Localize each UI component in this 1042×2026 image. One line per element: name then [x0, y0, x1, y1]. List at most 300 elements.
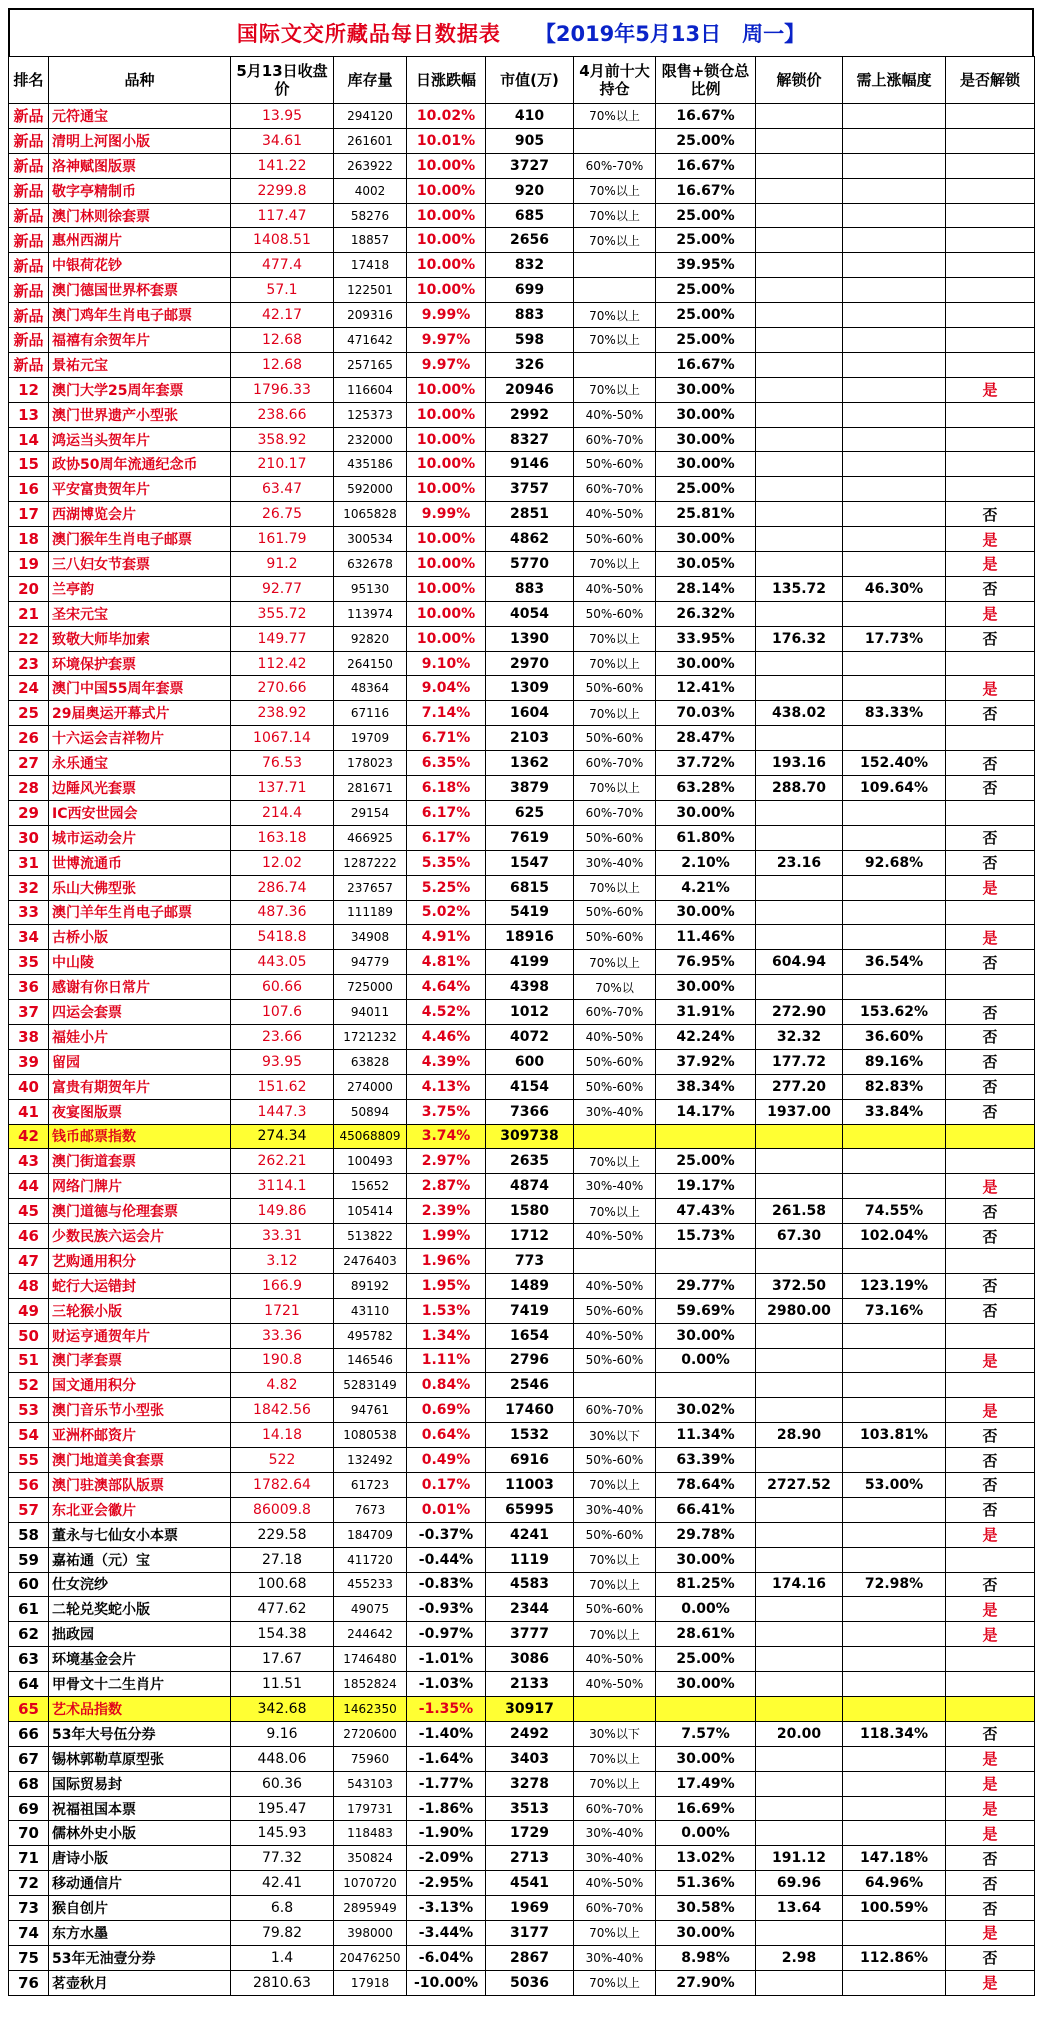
change-cell: 1.95% [407, 1273, 486, 1298]
stock-cell: 94761 [334, 1398, 407, 1423]
need-rise-cell: 82.83% [843, 1074, 946, 1099]
name-cell: 29届奥运开幕式片 [49, 701, 231, 726]
rank-cell: 新品 [9, 303, 49, 328]
rank-cell: 57 [9, 1497, 49, 1522]
change-cell: 1.96% [407, 1248, 486, 1273]
rank-cell: 31 [9, 850, 49, 875]
change-cell: 9.97% [407, 352, 486, 377]
table-row [9, 502, 1035, 527]
ratio-cell: 27.90% [656, 1970, 756, 1995]
top10-cell: 50%-60% [574, 1448, 656, 1473]
table-row [9, 1896, 1035, 1921]
unlocked-cell [946, 1149, 1035, 1174]
change-cell: -0.97% [407, 1622, 486, 1647]
top10-cell: 70%以上 [574, 950, 656, 975]
close-price-cell: 342.68 [231, 1697, 334, 1722]
need-rise-cell [843, 1398, 946, 1423]
unlocked-cell [946, 900, 1035, 925]
name-cell: 董永与七仙女小本票 [49, 1522, 231, 1547]
unlocked-cell: 是 [946, 601, 1035, 626]
top10-cell: 30%-40% [574, 850, 656, 875]
rank-cell: 30 [9, 825, 49, 850]
stock-cell: 495782 [334, 1323, 407, 1348]
close-price-cell: 154.38 [231, 1622, 334, 1647]
close-price-cell: 57.1 [231, 278, 334, 303]
ratio-cell: 13.02% [656, 1846, 756, 1871]
market-cap-cell: 3278 [486, 1771, 574, 1796]
unlocked-cell: 否 [946, 850, 1035, 875]
table-row [9, 1174, 1035, 1199]
sheet-title: 国际文交所藏品每日数据表 [236, 22, 501, 46]
unlocked-cell [946, 1647, 1035, 1672]
unlock-price-cell: 174.16 [756, 1572, 843, 1597]
stock-cell: 435186 [334, 452, 407, 477]
stock-cell: 43110 [334, 1298, 407, 1323]
ratio-cell: 61.80% [656, 825, 756, 850]
change-cell: 2.97% [407, 1149, 486, 1174]
unlock-price-cell [756, 203, 843, 228]
unlock-price-cell: 2980.00 [756, 1298, 843, 1323]
need-rise-cell [843, 1921, 946, 1946]
unlock-price-cell [756, 825, 843, 850]
unlocked-cell [946, 427, 1035, 452]
need-rise-cell: 17.73% [843, 626, 946, 651]
ratio-cell: 19.17% [656, 1174, 756, 1199]
rank-cell: 68 [9, 1771, 49, 1796]
need-rise-cell [843, 552, 946, 577]
top10-cell [574, 1248, 656, 1273]
change-cell: -1.77% [407, 1771, 486, 1796]
name-cell: 十六运会吉祥物片 [49, 726, 231, 751]
market-cap-cell: 883 [486, 303, 574, 328]
name-cell: 国文通用积分 [49, 1373, 231, 1398]
unlock-price-cell [756, 1448, 843, 1473]
table-row [9, 1149, 1035, 1174]
need-rise-cell [843, 1124, 946, 1149]
name-cell: 中银荷花钞 [49, 253, 231, 278]
close-price-cell: 163.18 [231, 825, 334, 850]
rank-cell: 50 [9, 1323, 49, 1348]
close-price-cell: 1782.64 [231, 1472, 334, 1497]
name-cell: 澳门大学25周年套票 [49, 377, 231, 402]
rank-cell: 新品 [9, 328, 49, 353]
unlock-price-cell [756, 128, 843, 153]
change-cell: 10.00% [407, 427, 486, 452]
unlocked-cell: 是 [946, 1746, 1035, 1771]
table-row [9, 1398, 1035, 1423]
rank-cell: 18 [9, 527, 49, 552]
stock-cell: 15652 [334, 1174, 407, 1199]
need-rise-cell [843, 1174, 946, 1199]
name-cell: 环境保护套票 [49, 651, 231, 676]
market-cap-cell: 2103 [486, 726, 574, 751]
ratio-cell [656, 1248, 756, 1273]
change-cell: 5.02% [407, 900, 486, 925]
top10-cell: 60%-70% [574, 477, 656, 502]
change-cell: 10.02% [407, 104, 486, 129]
unlock-price-cell [756, 104, 843, 129]
unlock-price-cell [756, 800, 843, 825]
ratio-cell [656, 1697, 756, 1722]
unlocked-cell: 是 [946, 1597, 1035, 1622]
unlock-price-cell: 1937.00 [756, 1099, 843, 1124]
need-rise-cell: 109.64% [843, 776, 946, 801]
table-row [9, 402, 1035, 427]
market-cap-cell: 4072 [486, 1024, 574, 1049]
close-price-cell: 6.8 [231, 1896, 334, 1921]
market-cap-cell: 832 [486, 253, 574, 278]
ratio-cell: 28.47% [656, 726, 756, 751]
close-price-cell: 1721 [231, 1298, 334, 1323]
name-cell: 祝福祖国本票 [49, 1796, 231, 1821]
need-rise-cell [843, 253, 946, 278]
stock-cell: 105414 [334, 1199, 407, 1224]
top10-cell: 40%-50% [574, 1871, 656, 1896]
change-cell: 5.35% [407, 850, 486, 875]
top10-cell: 70%以上 [574, 1771, 656, 1796]
unlock-price-cell [756, 676, 843, 701]
rank-cell: 16 [9, 477, 49, 502]
unlocked-cell [946, 178, 1035, 203]
name-cell: 少数民族六运会片 [49, 1224, 231, 1249]
rank-cell: 73 [9, 1896, 49, 1921]
ratio-cell: 0.00% [656, 1348, 756, 1373]
name-cell: 澳门林则徐套票 [49, 203, 231, 228]
stock-cell: 1070720 [334, 1871, 407, 1896]
close-price-cell: 149.86 [231, 1199, 334, 1224]
name-cell: 唐诗小版 [49, 1846, 231, 1871]
unlock-price-cell [756, 1149, 843, 1174]
name-cell: 二轮兑奖蛇小版 [49, 1597, 231, 1622]
ratio-cell: 25.00% [656, 1647, 756, 1672]
ratio-cell: 59.69% [656, 1298, 756, 1323]
need-rise-cell: 74.55% [843, 1199, 946, 1224]
rank-cell: 74 [9, 1921, 49, 1946]
unlocked-cell: 否 [946, 1721, 1035, 1746]
top10-cell: 70%以上 [574, 1572, 656, 1597]
need-rise-cell [843, 128, 946, 153]
stock-cell: 34908 [334, 925, 407, 950]
rank-cell: 新品 [9, 278, 49, 303]
close-price-cell: 210.17 [231, 452, 334, 477]
stock-cell: 63828 [334, 1049, 407, 1074]
close-price-cell: 137.71 [231, 776, 334, 801]
table-row [9, 1199, 1035, 1224]
need-rise-cell [843, 477, 946, 502]
unlocked-cell [946, 228, 1035, 253]
market-cap-cell: 2546 [486, 1373, 574, 1398]
ratio-cell: 8.98% [656, 1945, 756, 1970]
name-cell: 澳门中国55周年套票 [49, 676, 231, 701]
rank-cell: 52 [9, 1373, 49, 1398]
table-row [9, 875, 1035, 900]
need-rise-cell: 153.62% [843, 1000, 946, 1025]
top10-cell: 30%以下 [574, 1423, 656, 1448]
stock-cell: 2720600 [334, 1721, 407, 1746]
unlock-price-cell: 191.12 [756, 1846, 843, 1871]
rank-cell: 14 [9, 427, 49, 452]
change-cell: 4.13% [407, 1074, 486, 1099]
rank-cell: 15 [9, 452, 49, 477]
ratio-cell: 4.21% [656, 875, 756, 900]
unlocked-cell: 否 [946, 1224, 1035, 1249]
change-cell: 10.00% [407, 153, 486, 178]
top10-cell: 50%-60% [574, 925, 656, 950]
stock-cell: 58276 [334, 203, 407, 228]
close-price-cell: 161.79 [231, 527, 334, 552]
market-cap-cell: 598 [486, 328, 574, 353]
need-rise-cell [843, 228, 946, 253]
change-cell: 1.99% [407, 1224, 486, 1249]
stock-cell: 122501 [334, 278, 407, 303]
table-row [9, 1846, 1035, 1871]
unlock-price-cell [756, 1796, 843, 1821]
close-price-cell: 355.72 [231, 601, 334, 626]
need-rise-cell [843, 452, 946, 477]
change-cell: 6.18% [407, 776, 486, 801]
change-cell: 0.01% [407, 1497, 486, 1522]
ratio-cell: 38.34% [656, 1074, 756, 1099]
market-cap-cell: 3403 [486, 1746, 574, 1771]
top10-cell: 70%以上 [574, 328, 656, 353]
table-row [9, 626, 1035, 651]
name-cell: 三八妇女节套票 [49, 552, 231, 577]
change-cell: -1.40% [407, 1721, 486, 1746]
unlock-price-cell: 20.00 [756, 1721, 843, 1746]
ratio-cell: 16.69% [656, 1796, 756, 1821]
top10-cell: 70%以上 [574, 1199, 656, 1224]
ratio-cell: 30.00% [656, 452, 756, 477]
need-rise-cell: 152.40% [843, 751, 946, 776]
rank-cell: 48 [9, 1273, 49, 1298]
close-price-cell: 3114.1 [231, 1174, 334, 1199]
top10-cell: 40%-50% [574, 1273, 656, 1298]
need-rise-cell [843, 502, 946, 527]
rank-cell: 新品 [9, 153, 49, 178]
ratio-cell: 29.78% [656, 1522, 756, 1547]
name-cell: 景祐元宝 [49, 352, 231, 377]
change-cell: 10.00% [407, 228, 486, 253]
rank-cell: 75 [9, 1945, 49, 1970]
ratio-cell: 30.00% [656, 1921, 756, 1946]
table-row [9, 1124, 1035, 1149]
ratio-cell: 25.81% [656, 502, 756, 527]
close-price-cell: 14.18 [231, 1423, 334, 1448]
stock-cell: 100493 [334, 1149, 407, 1174]
ratio-cell: 11.34% [656, 1423, 756, 1448]
header-mcap: 市值(万) [486, 57, 574, 104]
unlock-price-cell [756, 1124, 843, 1149]
unlock-price-cell [756, 1672, 843, 1697]
unlocked-cell: 否 [946, 1572, 1035, 1597]
close-price-cell: 117.47 [231, 203, 334, 228]
stock-cell: 237657 [334, 875, 407, 900]
unlocked-cell: 是 [946, 1398, 1035, 1423]
name-cell: 世博流通币 [49, 850, 231, 875]
close-price-cell: 42.17 [231, 303, 334, 328]
stock-cell: 261601 [334, 128, 407, 153]
table-row [9, 1871, 1035, 1896]
name-cell: 敬字亭精制币 [49, 178, 231, 203]
table-row [9, 1721, 1035, 1746]
market-cap-cell: 3513 [486, 1796, 574, 1821]
need-rise-cell: 83.33% [843, 701, 946, 726]
close-price-cell: 1408.51 [231, 228, 334, 253]
change-cell: 0.17% [407, 1472, 486, 1497]
unlocked-cell: 是 [946, 875, 1035, 900]
ratio-cell: 30.00% [656, 427, 756, 452]
need-rise-cell: 46.30% [843, 576, 946, 601]
market-cap-cell: 7619 [486, 825, 574, 850]
change-cell: 4.91% [407, 925, 486, 950]
unlock-price-cell [756, 427, 843, 452]
name-cell: 甲骨文十二生肖片 [49, 1672, 231, 1697]
close-price-cell: 190.8 [231, 1348, 334, 1373]
unlock-price-cell [756, 1248, 843, 1273]
name-cell: 财运亨通贺年片 [49, 1323, 231, 1348]
need-rise-cell [843, 1348, 946, 1373]
close-price-cell: 5418.8 [231, 925, 334, 950]
close-price-cell: 91.2 [231, 552, 334, 577]
close-price-cell: 358.92 [231, 427, 334, 452]
rank-cell: 新品 [9, 128, 49, 153]
stock-cell: 49075 [334, 1597, 407, 1622]
top10-cell: 50%-60% [574, 1049, 656, 1074]
header-top10: 4月前十大持仓 [574, 57, 656, 104]
rank-cell: 65 [9, 1697, 49, 1722]
close-price-cell: 34.61 [231, 128, 334, 153]
unlock-price-cell [756, 1622, 843, 1647]
close-price-cell: 2299.8 [231, 178, 334, 203]
close-price-cell: 33.31 [231, 1224, 334, 1249]
name-cell: 致敬大师毕加索 [49, 626, 231, 651]
stock-cell: 1462350 [334, 1697, 407, 1722]
table-row [9, 377, 1035, 402]
close-price-cell: 448.06 [231, 1746, 334, 1771]
need-rise-cell [843, 527, 946, 552]
market-cap-cell: 2656 [486, 228, 574, 253]
unlock-price-cell [756, 452, 843, 477]
ratio-cell: 15.73% [656, 1224, 756, 1249]
need-rise-cell [843, 875, 946, 900]
unlock-price-cell: 288.70 [756, 776, 843, 801]
stock-cell: 264150 [334, 651, 407, 676]
ratio-cell: 25.00% [656, 477, 756, 502]
stock-cell: 209316 [334, 303, 407, 328]
stock-cell: 466925 [334, 825, 407, 850]
unlocked-cell: 否 [946, 502, 1035, 527]
ratio-cell: 63.28% [656, 776, 756, 801]
market-cap-cell: 1969 [486, 1896, 574, 1921]
rank-cell: 64 [9, 1672, 49, 1697]
table-row [9, 427, 1035, 452]
unlock-price-cell: 32.32 [756, 1024, 843, 1049]
stock-cell: 50894 [334, 1099, 407, 1124]
name-cell: 清明上河图小版 [49, 128, 231, 153]
market-cap-cell: 1012 [486, 1000, 574, 1025]
close-price-cell: 3.12 [231, 1248, 334, 1273]
table-row [9, 651, 1035, 676]
unlock-price-cell: 177.72 [756, 1049, 843, 1074]
table-row [9, 1796, 1035, 1821]
close-price-cell: 229.58 [231, 1522, 334, 1547]
table-row [9, 104, 1035, 129]
close-price-cell: 214.4 [231, 800, 334, 825]
name-cell: 钱币邮票指数 [49, 1124, 231, 1149]
table-row [9, 1522, 1035, 1547]
market-cap-cell: 1362 [486, 751, 574, 776]
rank-cell: 51 [9, 1348, 49, 1373]
stock-cell: 1852824 [334, 1672, 407, 1697]
name-cell: 澳门世界遗产小型张 [49, 402, 231, 427]
ratio-cell: 16.67% [656, 178, 756, 203]
table-row [9, 278, 1035, 303]
top10-cell: 70%以上 [574, 875, 656, 900]
name-cell: 东方水墨 [49, 1921, 231, 1946]
stock-cell: 398000 [334, 1921, 407, 1946]
market-cap-cell: 2992 [486, 402, 574, 427]
close-price-cell: 11.51 [231, 1672, 334, 1697]
unlocked-cell: 否 [946, 1423, 1035, 1448]
ratio-cell: 30.00% [656, 975, 756, 1000]
ratio-cell: 81.25% [656, 1572, 756, 1597]
table-row [9, 203, 1035, 228]
market-cap-cell: 1489 [486, 1273, 574, 1298]
unlock-price-cell: 135.72 [756, 576, 843, 601]
rank-cell: 49 [9, 1298, 49, 1323]
need-rise-cell [843, 1597, 946, 1622]
need-rise-cell: 112.86% [843, 1945, 946, 1970]
unlocked-cell [946, 203, 1035, 228]
rank-cell: 58 [9, 1522, 49, 1547]
change-cell: 10.00% [407, 576, 486, 601]
top10-cell: 40%-50% [574, 502, 656, 527]
unlock-price-cell [756, 726, 843, 751]
close-price-cell: 443.05 [231, 950, 334, 975]
ratio-cell: 16.67% [656, 104, 756, 129]
need-rise-cell [843, 178, 946, 203]
unlocked-cell [946, 1124, 1035, 1149]
change-cell: 10.00% [407, 452, 486, 477]
table-row [9, 1448, 1035, 1473]
change-cell: -1.64% [407, 1746, 486, 1771]
rank-cell: 45 [9, 1199, 49, 1224]
table-row [9, 776, 1035, 801]
table-row [9, 1373, 1035, 1398]
unlock-price-cell [756, 1697, 843, 1722]
close-price-cell: 262.21 [231, 1149, 334, 1174]
name-cell: 夜宴图版票 [49, 1099, 231, 1124]
ratio-cell: 16.67% [656, 153, 756, 178]
change-cell: 3.74% [407, 1124, 486, 1149]
change-cell: 9.04% [407, 676, 486, 701]
market-cap-cell: 1547 [486, 850, 574, 875]
change-cell: -0.44% [407, 1547, 486, 1572]
top10-cell: 70%以上 [574, 1921, 656, 1946]
name-cell: 澳门地道美食套票 [49, 1448, 231, 1473]
table-row [9, 1423, 1035, 1448]
need-rise-cell [843, 825, 946, 850]
unlocked-cell [946, 975, 1035, 1000]
top10-cell: 60%-70% [574, 800, 656, 825]
name-cell: 政协50周年流通纪念币 [49, 452, 231, 477]
table-row [9, 1273, 1035, 1298]
change-cell: 10.00% [407, 253, 486, 278]
header-unlock-price: 解锁价 [756, 57, 843, 104]
stock-cell: 274000 [334, 1074, 407, 1099]
name-cell: 环境基金会片 [49, 1647, 231, 1672]
rank-cell: 41 [9, 1099, 49, 1124]
